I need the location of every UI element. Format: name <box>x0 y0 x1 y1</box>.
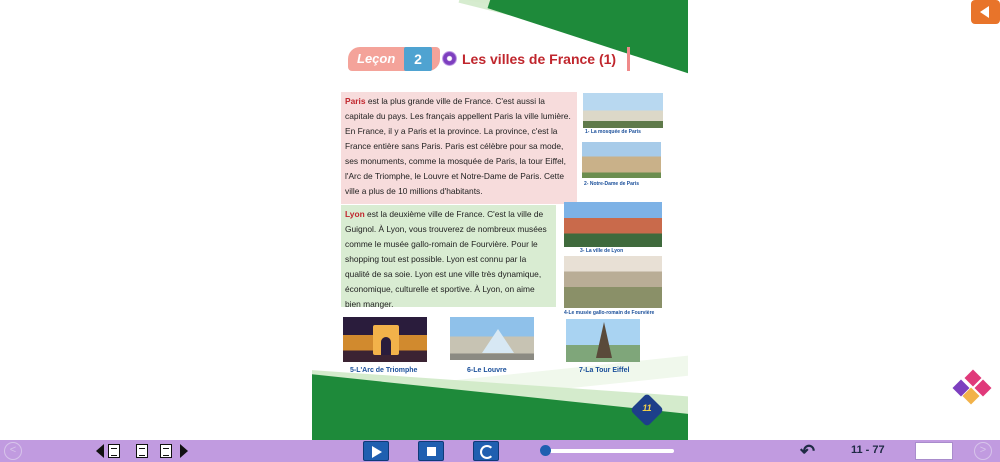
paris-text: est la plus grande ville de France. C'est aussi la capitale du pays. Les français appellent Paris la ville lumière. En France, il y a Paris et la province. La province, c'est la France entière sans Paris. Paris est célèbre pour sa mode, ses monuments, comme la mosquée de Paris, la tour Eiffel, l'Arc de Triomphe, le Louvre et Notre-Dame de Paris. Cette ville a plus de 10 millions d'habitants. <box>345 96 571 196</box>
caption-arc: 5-L'Arc de Triomphe <box>350 367 418 374</box>
photo-mosquee-de-paris <box>583 93 663 128</box>
page-number: 11 <box>642 403 652 413</box>
title-divider <box>627 47 630 71</box>
page-view-icon[interactable] <box>160 444 172 458</box>
lesson-label: Leçon <box>357 51 396 66</box>
lyon-keyword: Lyon <box>345 209 365 219</box>
page-view-icon[interactable] <box>136 444 148 458</box>
book-page <box>312 0 688 440</box>
lesson-title: Les villes de France (1) <box>462 51 617 67</box>
paris-keyword: Paris <box>345 96 366 106</box>
audio-cd-icon[interactable] <box>442 51 457 66</box>
bottom-toolbar <box>0 440 1000 462</box>
app-logo <box>955 372 991 404</box>
page-view-icon[interactable] <box>108 444 120 458</box>
photo-tour-eiffel <box>566 319 640 362</box>
photo-notre-dame <box>582 142 661 178</box>
page-jump-input[interactable] <box>915 442 953 460</box>
photo-arc-de-triomphe <box>343 317 427 362</box>
lyon-paragraph <box>341 205 556 307</box>
caption-eiffel: 7-La Tour Eiffel <box>579 367 630 374</box>
replay-button[interactable] <box>473 441 499 461</box>
audio-progress-thumb[interactable] <box>540 445 551 456</box>
photo-ville-de-lyon <box>564 202 662 247</box>
return-icon[interactable]: ↶ <box>800 441 816 461</box>
lesson-number: 2 <box>404 47 432 71</box>
caption-notredame: 2- Notre-Dame de Paris <box>584 181 640 187</box>
paris-paragraph <box>341 92 577 204</box>
audio-progress-track[interactable] <box>540 449 674 453</box>
back-icon[interactable] <box>971 0 1000 24</box>
photo-louvre <box>450 317 534 360</box>
nav-next-button[interactable]: > <box>974 442 992 460</box>
caption-mosquee: 1- La mosquée de Paris <box>585 129 641 135</box>
caption-musee: 4-Le musée gallo-romain de Fourvière <box>564 310 655 316</box>
previous-page-icon[interactable] <box>96 444 104 458</box>
caption-lyon: 3- La ville de Lyon <box>580 248 624 254</box>
page-counter: 11 - 77 <box>851 444 885 456</box>
photo-musee-gallo-romain <box>564 256 662 308</box>
nav-prev-button[interactable]: < <box>4 442 22 460</box>
page-decoration <box>488 0 688 88</box>
caption-louvre: 6-Le Louvre <box>467 367 507 374</box>
lyon-text: est la deuxième ville de France. C'est la ville de Guignol. À Lyon, vous trouverez de nombreux musées comme le musée gallo-romain de Fourvière. Pour le shopping tout est possible. Lyon est connu par la qualité de sa soie. Lyon est une ville très dynamique, économique, culturelle et sportive. À Lyon, on aime bien manger. <box>345 209 547 309</box>
stop-button[interactable] <box>418 441 444 461</box>
play-button[interactable] <box>363 441 389 461</box>
next-page-icon[interactable] <box>180 444 188 458</box>
